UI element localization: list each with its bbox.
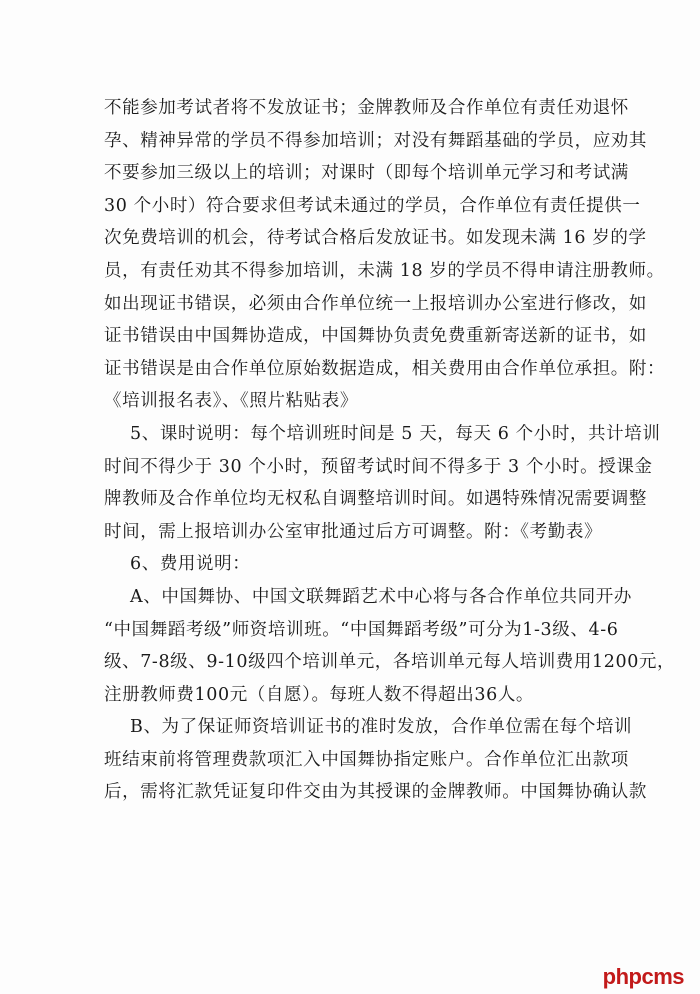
text-line: 级、7-8级、9-10级四个培训单元，各培训单元每人培训费用1200元，	[104, 652, 676, 673]
text-line: B、为了保证师资培训证书的准时发放，合作单位需在每个培训	[130, 717, 633, 738]
document-body	[104, 92, 676, 809]
text-line: 不要参加三级以上的培训；对课时（即每个培训单元学习和考试满	[104, 163, 629, 184]
paragraph-fees-a	[104, 581, 676, 711]
text-line: 30 个小时）符合要求但考试未通过的学员，合作单位有责任提供一	[104, 195, 641, 216]
text-line: “中国舞蹈考级”师资培训班。“中国舞蹈考级”可分为1-3级、4-6	[104, 619, 619, 640]
text-line: 《培训报名表》、《照片粘贴表》	[104, 391, 358, 412]
text-line: 时间，需上报培训办公室审批通过后方可调整。附：《考勤表》	[104, 521, 603, 542]
section-heading-fees: 6、费用说明：	[130, 554, 251, 575]
paragraph-certificate-rules	[104, 92, 666, 418]
text-line: 注册教师费100元（自愿）。每班人数不得超出36人。	[104, 684, 535, 705]
text-line: A、中国舞协、中国文联舞蹈艺术中心将与各合作单位共同开办	[130, 586, 632, 607]
text-line: 证书错误由中国舞协造成，中国舞协负责免费重新寄送新的证书，如	[104, 326, 647, 347]
text-line: 牌教师及合作单位均无权私自调整培训时间。如遇特殊情况需要调整	[104, 489, 647, 510]
watermark-logo: phpcms	[602, 964, 684, 989]
text-line: 时间不得少于 30 个小时，预留考试时间不得多于 3 个小时。授课金	[104, 456, 653, 477]
paragraph-fees-b	[104, 711, 647, 809]
text-line: 班结束前将管理费款项汇入中国舞协指定账户。合作单位汇出款项	[104, 749, 629, 770]
text-line: 后，需将汇款凭证复印件交由为其授课的金牌教师。中国舞协确认款	[104, 782, 647, 803]
paragraph-class-hours	[104, 418, 661, 548]
text-line: 不能参加考试者将不发放证书；金牌教师及合作单位有责任劝退怀	[104, 98, 629, 118]
text-line: 如出现证书错误，必须由合作单位统一上报培训办公室进行修改，如	[104, 293, 647, 314]
text-line: 证书错误是由合作单位原始数据造成，相关费用由合作单位承担。附：	[104, 358, 666, 379]
text-line: 次免费培训的机会，待考试合格后发放证书。如发现未满 16 岁的学	[104, 228, 647, 249]
text-line: 孕、精神异常的学员不得参加培训；对没有舞蹈基础的学员，应劝其	[104, 130, 647, 151]
text-line: 员，有责任劝其不得参加培训，未满 18 岁的学员不得申请注册教师。	[104, 260, 665, 281]
text-line: 5、课时说明：每个培训班时间是 5 天，每天 6 个小时，共计培训	[130, 423, 661, 444]
